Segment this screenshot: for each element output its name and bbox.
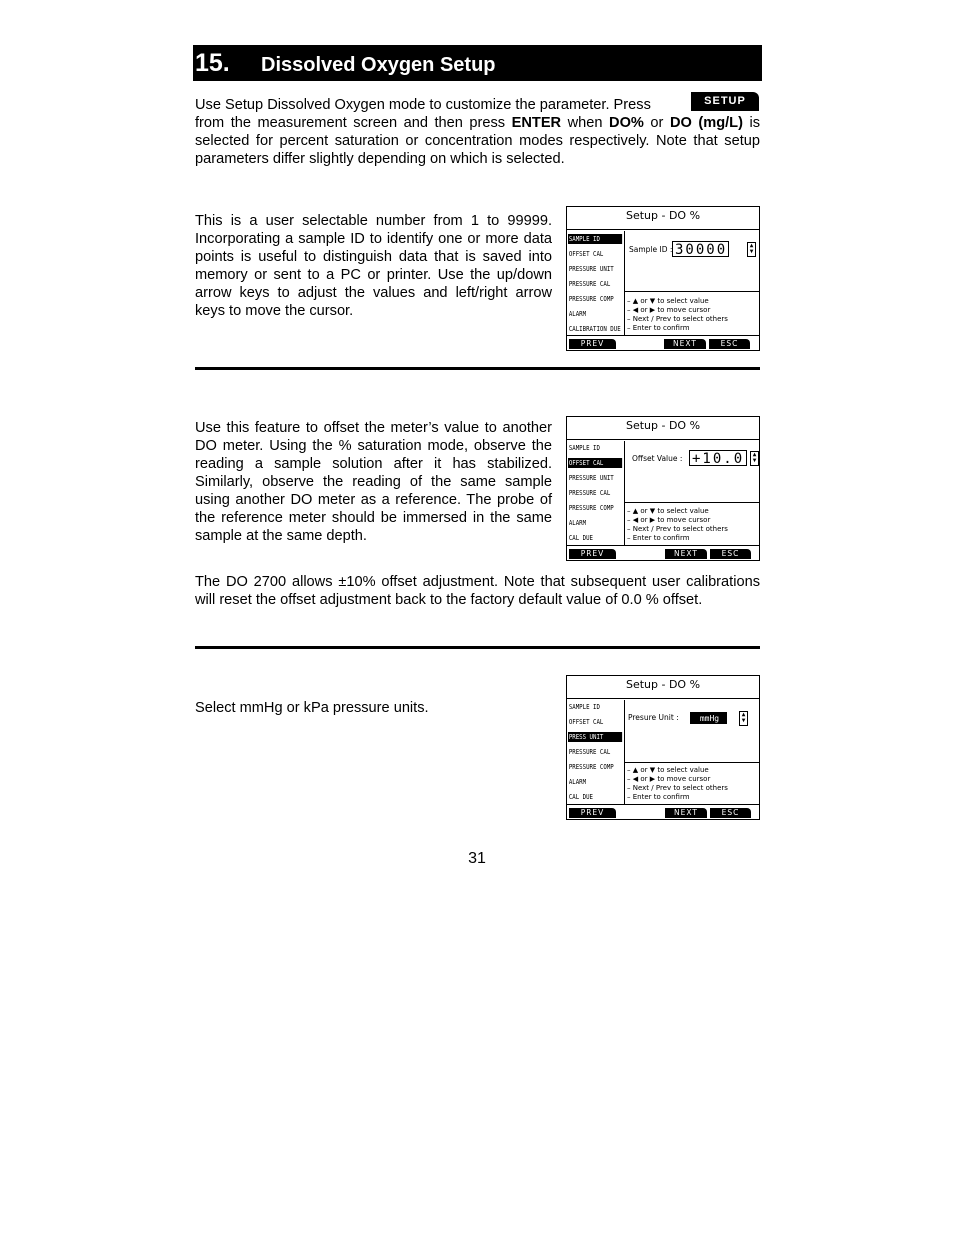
next-button[interactable]: NEXT <box>665 549 707 559</box>
pressure-unit-field[interactable]: mmHg <box>690 712 727 724</box>
pressure-unit-label: Presure Unit : <box>628 713 679 722</box>
help-line-4: – Enter to confirm <box>627 324 690 332</box>
next-button[interactable]: NEXT <box>665 808 707 818</box>
screen-pressure-unit <box>566 675 760 820</box>
help-line-3: – Next / Prev to select others <box>627 315 728 323</box>
section-divider-1 <box>195 367 760 370</box>
screen-menu <box>567 231 625 335</box>
menu-item-cal-due[interactable]: CAL DUE <box>568 534 594 542</box>
page-number: 31 <box>468 850 486 867</box>
menu-item-pressure-comp[interactable]: PRESSURE COMP <box>568 295 614 303</box>
prev-button[interactable]: PREV <box>569 549 616 559</box>
screen-title-divider <box>567 439 759 440</box>
menu-item-cal-due[interactable]: CAL DUE <box>568 793 594 801</box>
sample-id-paragraph: This is a user selectable number from 1 to 99999. Incorporating a sample ID to identify one or more data points is useful to distinguish data that is saved into memory or sent to a PC or printer. Use the up/down arrow keys to adjust the values and left/right arrow keys to move the cursor. <box>195 213 552 319</box>
menu-item-calibration-due[interactable]: CALIBRATION DUE <box>568 325 621 333</box>
help-line-1: – ▲ or ▼ to select value <box>627 507 709 515</box>
menu-item-sample-id[interactable]: SAMPLE ID <box>568 444 600 452</box>
menu-item-alarm[interactable]: ALARM <box>568 778 587 786</box>
intro-paragraph <box>195 96 760 114</box>
screen-sample-id <box>566 206 760 351</box>
screen-title: Setup - DO % <box>625 678 701 691</box>
menu-item-pressure-cal[interactable]: PRESSURE CAL <box>568 489 611 497</box>
do-percent-text: DO% <box>609 115 644 131</box>
setup-key-icon: SETUP <box>691 92 759 111</box>
menu-item-alarm[interactable]: ALARM <box>568 310 587 318</box>
spinner-icon[interactable]: ▲ ▼ <box>739 711 748 726</box>
help-line-3: – Next / Prev to select others <box>627 525 728 533</box>
enter-key-text: ENTER <box>511 115 562 131</box>
help-divider <box>625 502 759 503</box>
section-number: 15. <box>195 48 230 77</box>
menu-item-pressure-cal[interactable]: PRESSURE CAL <box>568 280 611 288</box>
pressure-unit-paragraph: Select mmHg or kPa pressure units. <box>195 700 429 716</box>
offset-paragraph: Use this feature to offset the meter’s value to another DO meter. Using the % saturation mode, observe the reading a sample solution after it has stabilized. Similarly, observe the reading of the same sample using another DO meter as a reference. The probe of the reference meter should be immersed in the same sample at the same depth. <box>195 420 552 544</box>
sample-id-field[interactable]: 30000 <box>672 241 729 257</box>
offset-value-field[interactable]: +10.0 <box>689 450 747 466</box>
next-button[interactable]: NEXT <box>664 339 706 349</box>
help-line-3: – Next / Prev to select others <box>627 784 728 792</box>
esc-button[interactable]: ESC <box>710 808 751 818</box>
screen-offset-cal <box>566 416 760 561</box>
help-divider <box>625 291 759 292</box>
prev-button[interactable]: PREV <box>569 808 616 818</box>
help-line-2: – ◀ or ▶ to move cursor <box>627 775 711 783</box>
intro-text-3: when <box>561 115 610 131</box>
spinner-icon[interactable]: ▲ ▼ <box>747 242 756 257</box>
soft-key-bar <box>567 545 759 560</box>
menu-item-pressure-comp[interactable]: PRESSURE COMP <box>568 504 614 512</box>
help-line-4: – Enter to confirm <box>627 534 690 542</box>
esc-button[interactable]: ESC <box>709 339 750 349</box>
intro-text-1: Use Setup Dissolved Oxygen mode to customize the parameter. Press <box>195 97 655 113</box>
menu-item-pressure-unit[interactable]: PRESSURE UNIT <box>568 474 614 482</box>
screen-menu <box>567 700 625 804</box>
do-mgl-text: DO (mg/L) <box>669 115 743 131</box>
intro-text-4: or <box>643 115 670 131</box>
menu-item-offset-cal[interactable]: OFFSET CAL <box>568 458 622 468</box>
intro-paragraph-cont <box>195 114 760 168</box>
help-line-2: – ◀ or ▶ to move cursor <box>627 306 711 314</box>
menu-item-pressure-unit[interactable]: PRESSURE UNIT <box>568 265 614 273</box>
soft-key-bar <box>567 335 759 350</box>
section-title-bar <box>193 45 762 81</box>
intro-text-2: from the measurement screen and then press <box>195 115 512 131</box>
menu-item-sample-id[interactable]: SAMPLE ID <box>568 703 600 711</box>
sample-id-label: Sample ID : <box>629 245 673 254</box>
help-line-2: – ◀ or ▶ to move cursor <box>627 516 711 524</box>
screen-title: Setup - DO % <box>625 419 701 432</box>
help-line-1: – ▲ or ▼ to select value <box>627 297 709 305</box>
spinner-icon[interactable]: ▲ ▼ <box>750 451 759 466</box>
intro-text-5: is selected for percent saturation or concentration modes respectively. Note that setup parameters differ slightly depending on which is selected. <box>195 115 761 167</box>
menu-item-offset-cal[interactable]: OFFSET CAL <box>568 250 604 258</box>
screen-title-divider <box>567 229 759 230</box>
esc-button[interactable]: ESC <box>710 549 751 559</box>
help-divider <box>625 762 759 763</box>
menu-item-offset-cal[interactable]: OFFSET CAL <box>568 718 604 726</box>
help-line-1: – ▲ or ▼ to select value <box>627 766 709 774</box>
screen-menu <box>567 441 625 545</box>
offset-note-paragraph: The DO 2700 allows ±10% offset adjustment. Note that subsequent user calibrations will reset the offset adjustment back to the factory default value of 0.0 % offset. <box>195 574 760 608</box>
menu-item-pressure-cal[interactable]: PRESSURE CAL <box>568 748 611 756</box>
menu-item-pressure-comp[interactable]: PRESSURE COMP <box>568 763 614 771</box>
soft-key-bar <box>567 804 759 819</box>
menu-item-alarm[interactable]: ALARM <box>568 519 587 527</box>
section-divider-2 <box>195 646 760 649</box>
offset-value-label: Offset Value : <box>632 454 683 463</box>
menu-item-press-unit[interactable]: PRESS UNIT <box>568 732 622 742</box>
menu-item-sample-id[interactable]: SAMPLE ID <box>568 234 622 244</box>
screen-title: Setup - DO % <box>625 209 701 222</box>
screen-title-divider <box>567 698 759 699</box>
prev-button[interactable]: PREV <box>569 339 616 349</box>
help-line-4: – Enter to confirm <box>627 793 690 801</box>
section-title: Dissolved Oxygen Setup <box>261 53 496 76</box>
